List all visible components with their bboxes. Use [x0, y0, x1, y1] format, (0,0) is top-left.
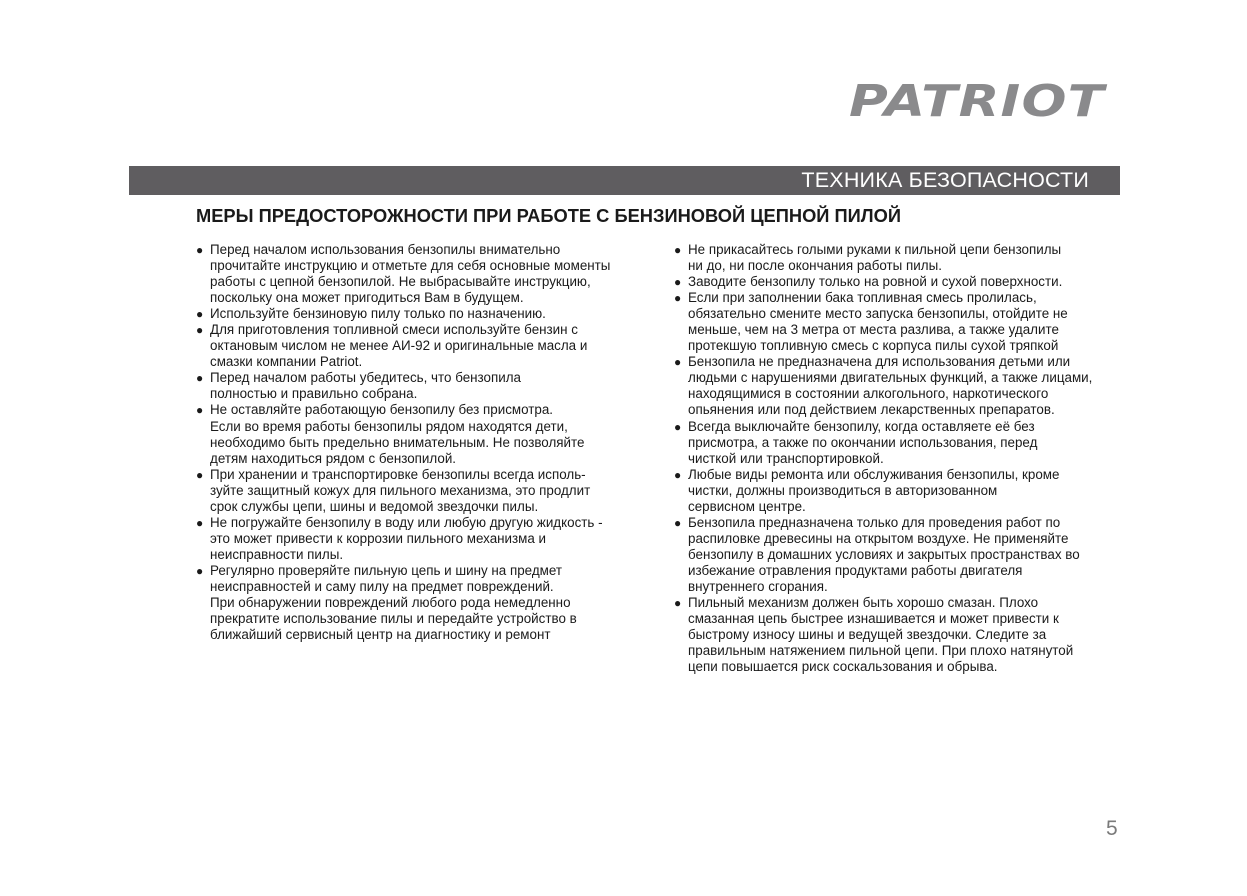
right-item-line: присмотра, а также по окончании использования, перед [688, 434, 1038, 450]
right-item-line: Пильный механизм должен быть хорошо смазан. Плохо [688, 595, 1039, 611]
page-number: 5 [1106, 817, 1118, 840]
right-column-list [674, 242, 1126, 675]
left-item-line: Не оставляйте работающую бензопилу без присмотра. [210, 402, 553, 418]
left-item-line: октановым числом не менее АИ-92 и оригинальные масла и [210, 338, 588, 354]
left-item-line: При хранении и транспортировке бензопилы всегда исполь- [210, 466, 586, 482]
left-item [196, 402, 641, 466]
right-item-line: чистки, должны производиться в авторизованном [688, 482, 998, 498]
right-item-line: людьми с нарушениями двигательных функций, а также лицами, [688, 370, 1093, 386]
right-item-line: Любые виды ремонта или обслуживания бензопилы, кроме [688, 466, 1060, 482]
right-item-line: Если при заполнении бака топливная смесь пролилась, [688, 290, 1037, 306]
left-item-line: поскольку она может пригодиться Вам в будущем. [210, 290, 524, 306]
bullet-icon: ● [196, 307, 204, 322]
bullet-icon: ● [196, 243, 204, 257]
left-item-line: ближайший сервисный центр на диагностику и ремонт [210, 627, 551, 643]
left-item [196, 515, 641, 563]
right-item-line: Заводите бензопилу только на ровной и сухой поверхности. [688, 274, 1063, 290]
right-item-line: бензопилу в домашних условиях и закрытых пространствах во [688, 546, 1080, 562]
left-item-line: Не погружайте бензопилу в воду или любую другую жидкость - [210, 514, 603, 530]
right-item-line: находящимися в состоянии алкогольного, наркотического [688, 386, 1049, 402]
right-item-line: чисткой или транспортировкой. [688, 450, 884, 466]
left-item-line: Перед началом работы убедитесь, что бензопила [210, 370, 521, 386]
right-item [674, 419, 1126, 467]
logo-text: PATRIOT [849, 78, 1108, 126]
left-item [196, 370, 641, 402]
left-item-line: Используйте бензиновую пилу только по назначению. [210, 306, 546, 322]
left-item-line: неисправности пилы. [210, 546, 344, 562]
left-item-line: работы с цепной бензопилой. Не выбрасывайте инструкцию, [210, 274, 591, 290]
right-item [674, 354, 1126, 418]
left-item-line: неисправностей и саму пилу на предмет повреждений. [210, 578, 554, 594]
right-item-line: Всегда выключайте бензопилу, когда оставляете её без [688, 418, 1035, 434]
right-item-line: опьянения или под действием лекарственных препаратов. [688, 402, 1055, 418]
bullet-icon: ● [674, 355, 682, 370]
left-item [196, 467, 641, 515]
right-item-line: сервисном центре. [688, 498, 806, 514]
right-item-line: распиловке древесины на открытом воздухе. Не применяйте [688, 530, 1069, 546]
bullet-icon: ● [196, 563, 204, 578]
left-column-list [196, 242, 641, 643]
right-item-line: правильным натяжением пильной цепи. При плохо натянутой [688, 643, 1074, 659]
bullet-icon: ● [196, 371, 204, 386]
left-item-line: При обнаружении повреждений любого рода немедленно [210, 595, 571, 611]
right-item [674, 242, 1126, 274]
bullet-icon: ● [196, 323, 204, 338]
right-item-line: ни до, ни после окончания работы пилы. [688, 258, 942, 274]
bullet-icon: ● [196, 467, 204, 482]
bullet-icon: ● [196, 403, 204, 418]
left-item-line: это может привести к коррозии пильного механизма и [210, 530, 547, 546]
left-item [196, 242, 641, 306]
right-item [674, 274, 1126, 290]
right-item [674, 515, 1126, 595]
right-item [674, 595, 1126, 675]
right-item-line: протекшую топливную смесь с корпуса пилы сухой тряпкой [688, 338, 1059, 354]
bullet-icon: ● [674, 275, 682, 290]
right-item-line: цепи повышается риск соскальзования и обрыва. [688, 659, 998, 675]
bullet-icon: ● [674, 419, 682, 434]
right-item [674, 467, 1126, 515]
right-item-line: обязательно смените место запуска бензопилы, отойдите не [688, 306, 1068, 322]
section-header-bar [129, 166, 1120, 195]
right-item-line: внутреннего сгорания. [688, 578, 828, 594]
left-item [196, 306, 641, 322]
bullet-icon: ● [674, 291, 682, 306]
left-item-line: прекратите использование пилы и передайте устройство в [210, 611, 577, 627]
left-item-line: срок службы цепи, шины и ведомой звездочки пилы. [210, 498, 539, 514]
right-item-line: избежание отравления продуктами работы двигателя [688, 562, 1023, 578]
bullet-icon: ● [674, 596, 682, 611]
left-item-line: зуйте защитный кожух для пильного механизма, это продлит [210, 482, 591, 498]
bullet-icon: ● [674, 467, 682, 482]
right-item-line: быстрому износу шины и ведущей звездочки. Следите за [688, 627, 1047, 643]
bullet-icon: ● [674, 243, 682, 257]
left-item-line: прочитайте инструкцию и отметьте для себя основные моменты [210, 258, 611, 274]
section-title: ТЕХНИКА БЕЗОПАСНОСТИ [801, 168, 1089, 192]
left-item-line: Регулярно проверяйте пильную цепь и шину на предмет [210, 562, 562, 578]
right-item-line: Не прикасайтесь голыми руками к пильной цепи бензопилы [688, 242, 1062, 257]
right-item-line: Бензопила предназначена только для проведения работ по [688, 514, 1061, 530]
page-heading: МЕРЫ ПРЕДОСТОРОЖНОСТИ ПРИ РАБОТЕ С БЕНЗИНОВОЙ ЦЕПНОЙ ПИЛОЙ [196, 205, 901, 226]
right-item-line: меньше, чем на 3 метра от места разлива, а также удалите [688, 322, 1059, 338]
left-item-line: Для приготовления топливной смеси используйте бензин с [210, 322, 578, 338]
left-item [196, 563, 641, 643]
right-item-line: Бензопила не предназначена для использования детьми или [688, 354, 1071, 370]
bullet-icon: ● [196, 515, 204, 530]
left-item [196, 322, 641, 370]
right-item [674, 290, 1126, 354]
bullet-icon: ● [674, 515, 682, 530]
left-item-line: необходимо быть предельно внимательным. Не позволяйте [210, 434, 585, 450]
patriot-logo [846, 78, 1108, 126]
left-item-line: смазки компании Patriot. [210, 354, 363, 370]
left-item-line: полностью и правильно собрана. [210, 386, 418, 402]
left-item-line: детям находиться рядом с бензопилой. [210, 450, 457, 466]
left-item-line: Если во время работы бензопилы рядом находятся дети, [210, 418, 568, 434]
right-item-line: смазанная цепь быстрее изнашивается и может привести к [688, 611, 1059, 627]
left-item-line: Перед началом использования бензопилы внимательно [210, 242, 561, 257]
